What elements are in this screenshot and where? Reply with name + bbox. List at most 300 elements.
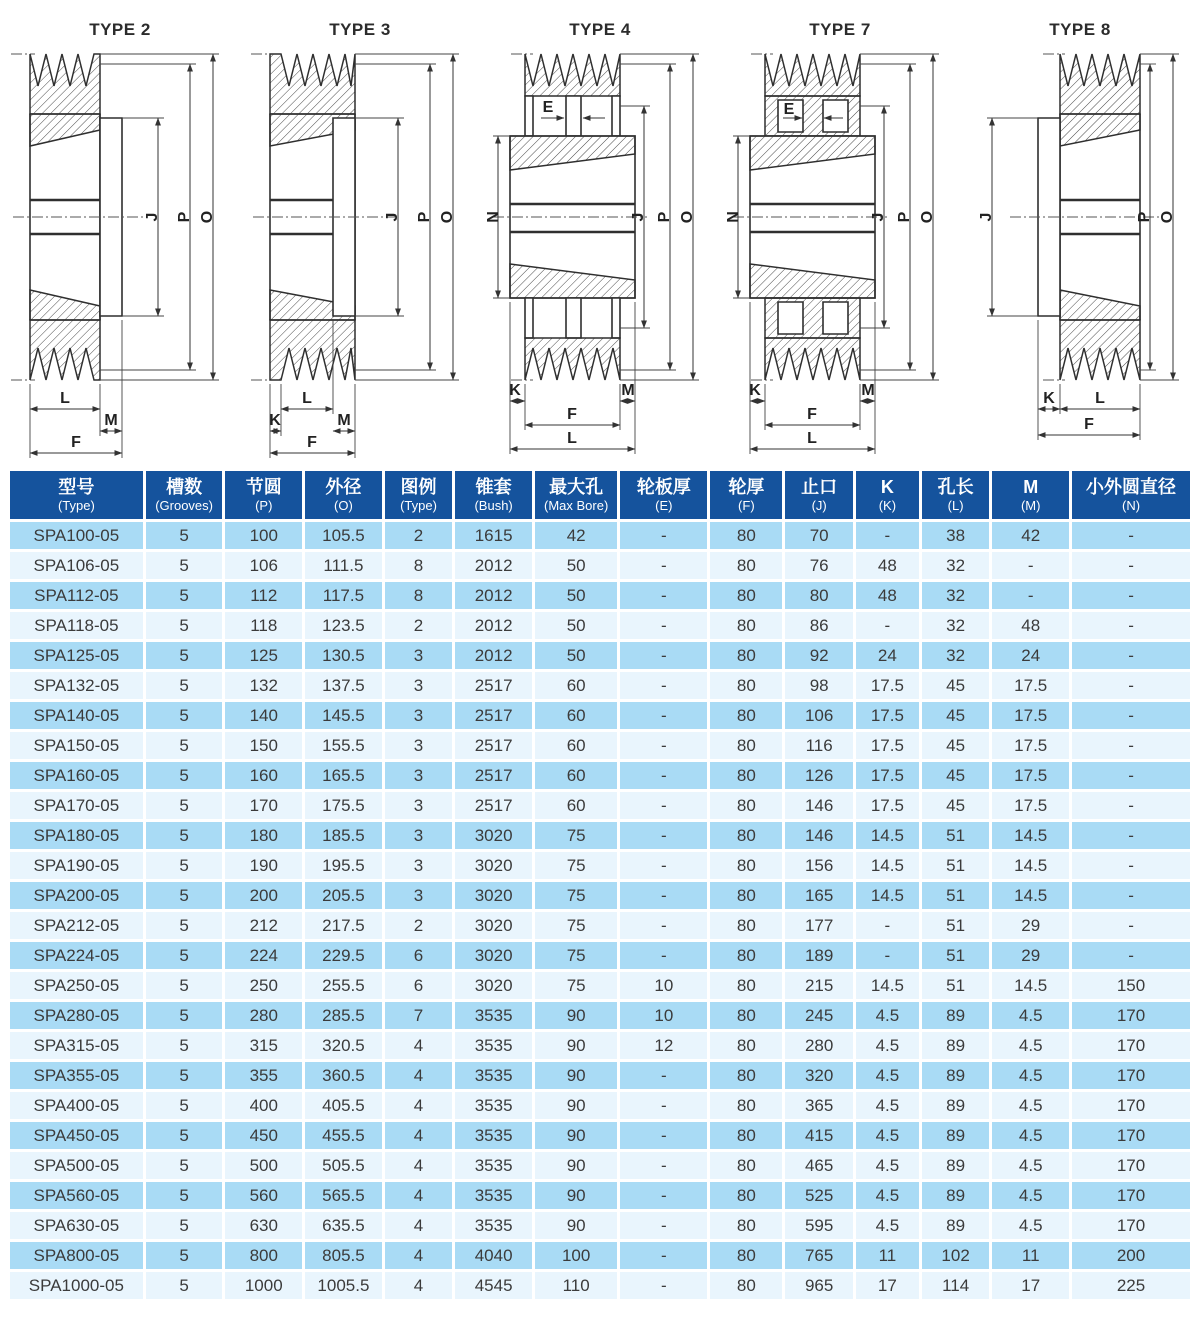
table-cell: 80 [785, 582, 853, 609]
table-cell: 89 [922, 1182, 990, 1209]
table-row [10, 702, 1190, 729]
table-cell: 140 [225, 702, 302, 729]
table-cell: 170 [1072, 1122, 1190, 1149]
table-cell: 170 [1072, 1152, 1190, 1179]
table-row [10, 762, 1190, 789]
table-cell: 320.5 [305, 1032, 382, 1059]
table-cell: 4.5 [856, 1182, 919, 1209]
table-cell: 17.5 [992, 732, 1069, 759]
dim-label-m: M [337, 412, 351, 429]
table-cell: 195.5 [305, 852, 382, 879]
table-cell: 170 [1072, 1092, 1190, 1119]
table-cell: SPA190-05 [10, 852, 143, 879]
table-cell: 17.5 [856, 732, 919, 759]
table-cell: 17 [856, 1272, 919, 1299]
table-cell: 12 [620, 1032, 707, 1059]
table-cell: SPA224-05 [10, 942, 143, 969]
table-cell: 106 [225, 552, 302, 579]
table-cell: 170 [1072, 1212, 1190, 1239]
table-cell: 5 [146, 552, 223, 579]
table-cell: - [1072, 612, 1190, 639]
table-cell: 3535 [455, 1182, 532, 1209]
table-cell: 765 [785, 1242, 853, 1269]
table-cell: 130.5 [305, 642, 382, 669]
table-cell: 90 [535, 1152, 617, 1179]
table-cell: 4 [385, 1152, 453, 1179]
table-cell: 126 [785, 762, 853, 789]
table-cell: 6 [385, 972, 453, 999]
dim-label-p: P [1136, 211, 1153, 223]
table-cell: 4.5 [856, 1032, 919, 1059]
table-cell: 60 [535, 762, 617, 789]
table-cell: 60 [535, 732, 617, 759]
table-row [10, 1092, 1190, 1119]
dim-label-p: P [656, 211, 673, 223]
table-cell: 180 [225, 822, 302, 849]
table-row [10, 1242, 1190, 1269]
table-cell: 80 [710, 1092, 782, 1119]
dim-label-o: O [199, 210, 216, 224]
pulley-type-7-drawing [725, 40, 955, 465]
table-cell: 635.5 [305, 1212, 382, 1239]
table-cell: 90 [535, 1212, 617, 1239]
table-cell: - [620, 762, 707, 789]
table-cell: 80 [710, 1272, 782, 1299]
table-cell: - [620, 1182, 707, 1209]
table-cell: 3535 [455, 1152, 532, 1179]
table-cell: 45 [922, 702, 990, 729]
table-cell: 80 [710, 582, 782, 609]
table-cell: - [620, 822, 707, 849]
table-cell: SPA132-05 [10, 672, 143, 699]
table-cell: 86 [785, 612, 853, 639]
table-cell: 123.5 [305, 612, 382, 639]
table-cell: 89 [922, 1002, 990, 1029]
table-cell: 17.5 [992, 762, 1069, 789]
dim-label-o: O [919, 210, 936, 224]
table-cell: 89 [922, 1032, 990, 1059]
table-cell: 3 [385, 732, 453, 759]
table-cell: - [620, 702, 707, 729]
table-cell: SPA200-05 [10, 882, 143, 909]
dim-label-p: P [416, 211, 433, 223]
table-cell: 75 [535, 822, 617, 849]
table-cell: 29 [992, 912, 1069, 939]
table-cell: 5 [146, 702, 223, 729]
table-cell: - [1072, 702, 1190, 729]
table-cell: 4.5 [992, 1212, 1069, 1239]
table-cell: 7 [385, 1002, 453, 1029]
table-cell: 200 [1072, 1242, 1190, 1269]
table-cell: - [1072, 822, 1190, 849]
table-cell: 217.5 [305, 912, 382, 939]
table-cell: - [620, 522, 707, 549]
table-cell: SPA180-05 [10, 822, 143, 849]
table-row [10, 732, 1190, 759]
table-cell: SPA118-05 [10, 612, 143, 639]
table-cell: 2 [385, 912, 453, 939]
table-cell: 3020 [455, 822, 532, 849]
table-cell: 80 [710, 612, 782, 639]
table-cell: 114 [922, 1272, 990, 1299]
table-cell: 14.5 [856, 822, 919, 849]
table-cell: 45 [922, 762, 990, 789]
figure-type-8 [960, 0, 1200, 468]
table-cell: 8 [385, 582, 453, 609]
table-cell: 365 [785, 1092, 853, 1119]
table-cell: 90 [535, 1002, 617, 1029]
table-cell: 90 [535, 1122, 617, 1149]
table-cell: 5 [146, 582, 223, 609]
table-cell: 2012 [455, 582, 532, 609]
table-cell: 4.5 [856, 1002, 919, 1029]
table-cell: 3535 [455, 1212, 532, 1239]
table-cell: 5 [146, 912, 223, 939]
table-cell: 38 [922, 522, 990, 549]
table-cell: - [1072, 882, 1190, 909]
dim-label-e: E [783, 101, 795, 118]
table-cell: 32 [922, 642, 990, 669]
table-cell: 360.5 [305, 1062, 382, 1089]
table-cell: 17.5 [992, 702, 1069, 729]
table-row [10, 942, 1190, 969]
dim-label-m: M [621, 382, 635, 399]
table-cell: 3020 [455, 882, 532, 909]
table-row [10, 1152, 1190, 1179]
figure-type-7 [720, 0, 960, 468]
table-cell: 106 [785, 702, 853, 729]
table-cell: 51 [922, 882, 990, 909]
table-cell: 45 [922, 672, 990, 699]
table-cell: 80 [710, 912, 782, 939]
table-cell: 5 [146, 762, 223, 789]
table-cell: 80 [710, 702, 782, 729]
table-cell: 215 [785, 972, 853, 999]
table-cell: 98 [785, 672, 853, 699]
figure-title: TYPE 2 [89, 20, 151, 39]
dim-label-l: L [567, 430, 577, 447]
table-cell: 3020 [455, 852, 532, 879]
table-cell: 560 [225, 1182, 302, 1209]
table-cell: 17 [992, 1272, 1069, 1299]
table-cell: 105.5 [305, 522, 382, 549]
table-cell: 5 [146, 1092, 223, 1119]
table-cell: 3 [385, 672, 453, 699]
table-cell: 4.5 [992, 1062, 1069, 1089]
table-cell: 48 [856, 582, 919, 609]
table-cell: 89 [922, 1122, 990, 1149]
table-cell: 4.5 [856, 1092, 919, 1119]
table-cell: 2012 [455, 612, 532, 639]
table-cell: 3535 [455, 1062, 532, 1089]
table-cell: 90 [535, 1032, 617, 1059]
table-cell: 4 [385, 1212, 453, 1239]
table-cell: 2517 [455, 702, 532, 729]
table-cell: 5 [146, 522, 223, 549]
table-cell: 90 [535, 1062, 617, 1089]
dim-label-f: F [807, 406, 817, 423]
dim-label-f: F [307, 434, 317, 451]
table-cell: 400 [225, 1092, 302, 1119]
table-cell: 5 [146, 1152, 223, 1179]
table-cell: 80 [710, 1242, 782, 1269]
table-cell: 170 [1072, 1182, 1190, 1209]
column-header: K (K) [856, 471, 919, 519]
table-cell: SPA315-05 [10, 1032, 143, 1059]
table-cell: 24 [856, 642, 919, 669]
table-cell: 205.5 [305, 882, 382, 909]
table-cell: 465 [785, 1152, 853, 1179]
table-cell: 2517 [455, 762, 532, 789]
table-cell: 965 [785, 1272, 853, 1299]
table-cell: SPA560-05 [10, 1182, 143, 1209]
table-cell: SPA125-05 [10, 642, 143, 669]
table-cell: - [992, 582, 1069, 609]
table-cell: 315 [225, 1032, 302, 1059]
table-cell: - [1072, 852, 1190, 879]
table-cell: 14.5 [992, 822, 1069, 849]
table-cell: 75 [535, 912, 617, 939]
table-cell: 89 [922, 1212, 990, 1239]
table-row [10, 582, 1190, 609]
table-row [10, 1032, 1190, 1059]
table-cell: 51 [922, 942, 990, 969]
table-cell: 80 [710, 1002, 782, 1029]
dim-label-n: N [485, 211, 502, 223]
table-cell: - [620, 1062, 707, 1089]
table-cell: 42 [992, 522, 1069, 549]
table-cell: 10 [620, 972, 707, 999]
table-cell: 90 [535, 1182, 617, 1209]
dim-label-j: J [384, 212, 401, 222]
table-cell: - [1072, 732, 1190, 759]
pulley-type-8-drawing [965, 40, 1195, 465]
table-cell: 160 [225, 762, 302, 789]
table-cell: 2012 [455, 642, 532, 669]
table-cell: 800 [225, 1242, 302, 1269]
figure-type-2 [0, 0, 240, 468]
table-cell: 156 [785, 852, 853, 879]
table-cell: 102 [922, 1242, 990, 1269]
table-cell: 17.5 [856, 792, 919, 819]
table-cell: 280 [225, 1002, 302, 1029]
table-cell: 5 [146, 882, 223, 909]
table-cell: 4545 [455, 1272, 532, 1299]
table-cell: 8 [385, 552, 453, 579]
table-cell: - [620, 1272, 707, 1299]
table-cell: 5 [146, 732, 223, 759]
table-cell: 3 [385, 852, 453, 879]
table-cell: SPA112-05 [10, 582, 143, 609]
table-row [10, 612, 1190, 639]
table-cell: 137.5 [305, 672, 382, 699]
table-cell: 3020 [455, 942, 532, 969]
table-cell: - [620, 852, 707, 879]
table-cell: 146 [785, 792, 853, 819]
dim-label-f: F [71, 434, 81, 451]
table-cell: 212 [225, 912, 302, 939]
table-cell: 177 [785, 912, 853, 939]
table-cell: - [856, 522, 919, 549]
table-cell: - [1072, 912, 1190, 939]
table-cell: 75 [535, 972, 617, 999]
table-cell: 4.5 [856, 1122, 919, 1149]
table-cell: SPA450-05 [10, 1122, 143, 1149]
table-cell: 805.5 [305, 1242, 382, 1269]
table-cell: 3020 [455, 912, 532, 939]
table-cell: 80 [710, 672, 782, 699]
table-cell: 116 [785, 732, 853, 759]
table-cell: 80 [710, 762, 782, 789]
table-cell: - [620, 1152, 707, 1179]
table-cell: 145.5 [305, 702, 382, 729]
table-cell: 2517 [455, 672, 532, 699]
pulley-type-drawings [0, 0, 1200, 468]
table-cell: 155.5 [305, 732, 382, 759]
table-cell: 450 [225, 1122, 302, 1149]
table-cell: 90 [535, 1092, 617, 1119]
dim-label-l: L [60, 390, 70, 407]
table-cell: 89 [922, 1062, 990, 1089]
table-cell: 5 [146, 822, 223, 849]
figure-type-3 [240, 0, 480, 468]
table-cell: 565.5 [305, 1182, 382, 1209]
table-cell: 50 [535, 642, 617, 669]
table-cell: 4.5 [992, 1002, 1069, 1029]
table-row [10, 852, 1190, 879]
table-row [10, 672, 1190, 699]
table-cell: 1615 [455, 522, 532, 549]
table-row [10, 792, 1190, 819]
column-header: 轮厚 (F) [710, 471, 782, 519]
table-cell: - [1072, 642, 1190, 669]
spec-table [7, 468, 1193, 1302]
table-cell: 89 [922, 1152, 990, 1179]
table-cell: 5 [146, 1062, 223, 1089]
table-cell: 4 [385, 1182, 453, 1209]
dim-label-f: F [567, 406, 577, 423]
table-cell: 5 [146, 942, 223, 969]
table-cell: 48 [856, 552, 919, 579]
table-cell: - [992, 552, 1069, 579]
table-cell: 50 [535, 552, 617, 579]
table-cell: 415 [785, 1122, 853, 1149]
table-cell: 60 [535, 672, 617, 699]
table-cell: 125 [225, 642, 302, 669]
table-cell: 17.5 [992, 672, 1069, 699]
table-cell: 10 [620, 1002, 707, 1029]
table-cell: 280 [785, 1032, 853, 1059]
dim-label-j: J [978, 212, 995, 222]
table-cell: 185.5 [305, 822, 382, 849]
table-cell: 4.5 [856, 1062, 919, 1089]
table-cell: 3 [385, 642, 453, 669]
table-cell: 100 [535, 1242, 617, 1269]
table-cell: 1005.5 [305, 1272, 382, 1299]
table-cell: 2 [385, 612, 453, 639]
table-cell: 32 [922, 552, 990, 579]
table-cell: 60 [535, 702, 617, 729]
table-cell: 11 [856, 1242, 919, 1269]
table-cell: 3535 [455, 1092, 532, 1119]
table-cell: 5 [146, 642, 223, 669]
table-cell: - [856, 942, 919, 969]
table-cell: 245 [785, 1002, 853, 1029]
table-cell: 80 [710, 942, 782, 969]
table-cell: SPA150-05 [10, 732, 143, 759]
table-cell: 170 [1072, 1062, 1190, 1089]
table-cell: 4.5 [992, 1122, 1069, 1149]
table-cell: 112 [225, 582, 302, 609]
table-cell: 4.5 [856, 1212, 919, 1239]
table-cell: 5 [146, 972, 223, 999]
table-cell: 175.5 [305, 792, 382, 819]
table-cell: 224 [225, 942, 302, 969]
column-header: 节圆 (P) [225, 471, 302, 519]
table-cell: SPA355-05 [10, 1062, 143, 1089]
dim-label-f: F [1084, 416, 1094, 433]
dim-label-k: K [749, 382, 761, 399]
table-cell: 6 [385, 942, 453, 969]
table-cell: 24 [992, 642, 1069, 669]
dim-label-m: M [861, 382, 875, 399]
table-cell: - [620, 882, 707, 909]
table-cell: 80 [710, 552, 782, 579]
table-cell: 189 [785, 942, 853, 969]
table-cell: 3 [385, 882, 453, 909]
table-cell: 80 [710, 852, 782, 879]
dim-label-o: O [679, 210, 696, 224]
table-cell: 14.5 [992, 972, 1069, 999]
table-cell: 51 [922, 822, 990, 849]
table-row [10, 1002, 1190, 1029]
table-cell: 225 [1072, 1272, 1190, 1299]
column-header: 止口 (J) [785, 471, 853, 519]
figure-title: TYPE 4 [569, 20, 631, 39]
table-cell: 170 [1072, 1032, 1190, 1059]
table-cell: 80 [710, 1062, 782, 1089]
table-row [10, 552, 1190, 579]
table-header-row [10, 471, 1190, 519]
pulley-type-3-drawing [245, 40, 475, 465]
table-cell: 4.5 [992, 1092, 1069, 1119]
dim-label-l: L [302, 390, 312, 407]
table-cell: 80 [710, 1032, 782, 1059]
table-cell: 80 [710, 732, 782, 759]
table-cell: 505.5 [305, 1152, 382, 1179]
table-cell: SPA280-05 [10, 1002, 143, 1029]
table-cell: 45 [922, 792, 990, 819]
column-header: 最大孔 (Max Bore) [535, 471, 617, 519]
table-cell: 14.5 [992, 852, 1069, 879]
table-cell: 1000 [225, 1272, 302, 1299]
dim-label-j: J [144, 212, 161, 222]
pulley-type-2-drawing [5, 40, 235, 465]
table-cell: 80 [710, 792, 782, 819]
table-cell: 150 [225, 732, 302, 759]
table-cell: 80 [710, 1212, 782, 1239]
table-cell: - [620, 672, 707, 699]
table-cell: 170 [1072, 1002, 1190, 1029]
table-cell: - [1072, 672, 1190, 699]
column-header: 锥套 (Bush) [455, 471, 532, 519]
table-cell: 5 [146, 792, 223, 819]
table-cell: 14.5 [856, 972, 919, 999]
table-cell: 200 [225, 882, 302, 909]
table-cell: - [620, 1212, 707, 1239]
table-cell: 80 [710, 972, 782, 999]
dim-label-m: M [104, 412, 118, 429]
